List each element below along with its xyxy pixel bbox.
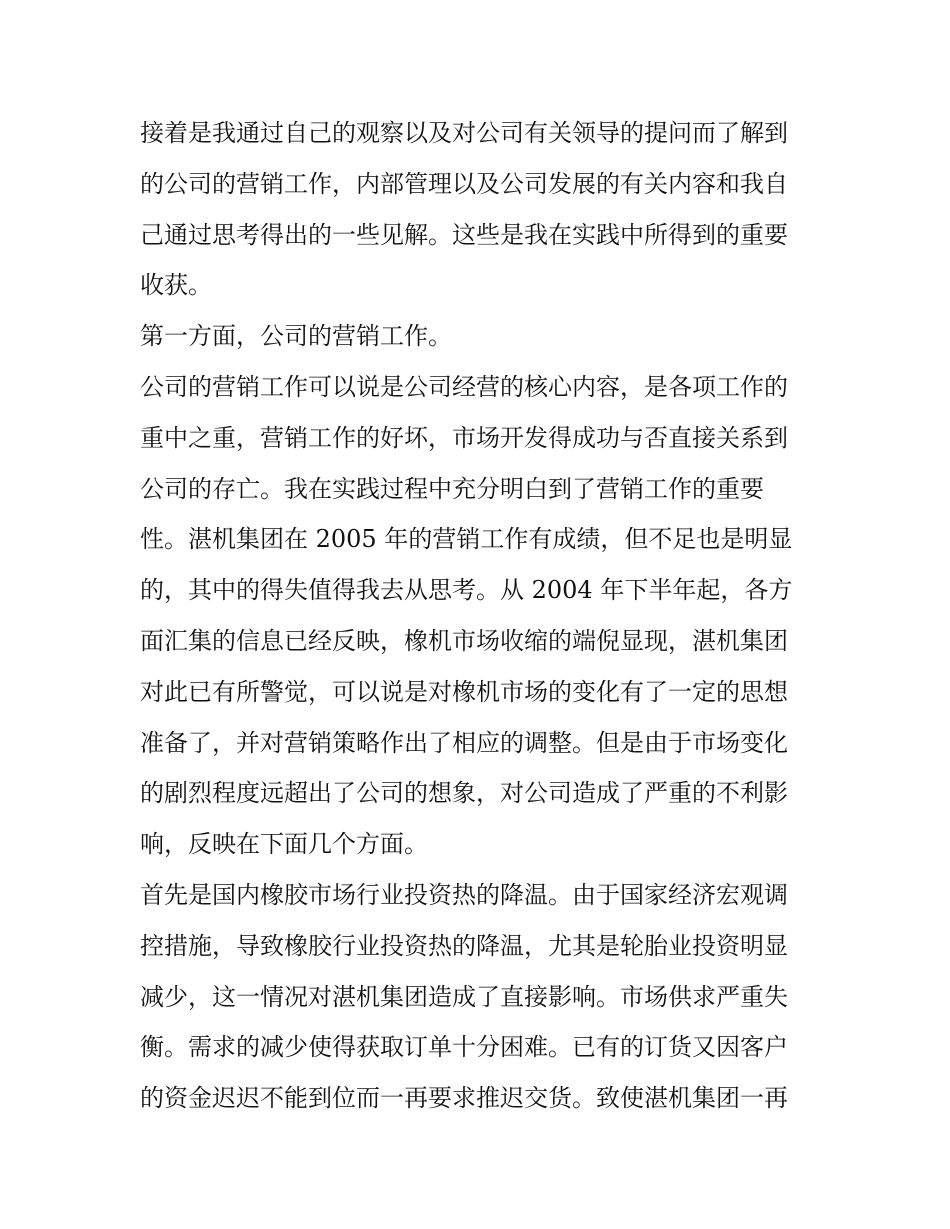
text-line: 己通过思考得出的一些见解。这些是我在实践中所得到的重要 (140, 220, 788, 249)
text-line: 公司的营销工作可以说是公司经营的核心内容，是各项工作的 (140, 372, 788, 401)
text-line: 对此已有所警觉，可以说是对橡机市场的变化有了一定的思想 (140, 677, 788, 706)
text-line: 的，其中的得失值得我去从思考。从 2004 年下半年起，各方 (140, 576, 793, 605)
text-line: 减少，这一情况对湛机集团造成了直接影响。市场供求严重失 (140, 982, 788, 1011)
text-line: 收获。 (140, 271, 212, 300)
text-line: 衡。需求的减少使得获取订单十分困难。已有的订货又因客户 (140, 1033, 788, 1062)
text-line: 性。湛机集团在 2005 年的营销工作有成绩，但不足也是明显 (140, 525, 793, 554)
body-text (140, 108, 820, 1124)
text-line: 重中之重，营销工作的好坏，市场开发得成功与否直接关系到 (140, 423, 788, 452)
text-line: 面汇集的信息已经反映，橡机市场收缩的端倪显现，湛机集团 (140, 626, 788, 655)
text-line: 准备了，并对营销策略作出了相应的调整。但是由于市场变化 (140, 728, 788, 757)
text-line: 的公司的营销工作，内部管理以及公司发展的有关内容和我自 (140, 169, 788, 198)
text-line: 控措施，导致橡胶行业投资热的降温，尤其是轮胎业投资明显 (140, 931, 788, 960)
text-line: 的资金迟迟不能到位而一再要求推迟交货。致使湛机集团一再 (140, 1084, 788, 1113)
text-line: 接着是我通过自己的观察以及对公司有关领导的提问而了解到 (140, 119, 788, 147)
text-line: 的剧烈程度远超出了公司的想象，对公司造成了严重的不利影 (140, 779, 788, 808)
text-line: 首先是国内橡胶市场行业投资热的降温。由于国家经济宏观调 (140, 880, 788, 909)
text-line: 响，反映在下面几个方面。 (140, 830, 428, 859)
text-line: 公司的存亡。我在实践过程中充分明白到了营销工作的重要 (140, 474, 764, 503)
section-heading: 第一方面，公司的营销工作。 (140, 322, 452, 351)
